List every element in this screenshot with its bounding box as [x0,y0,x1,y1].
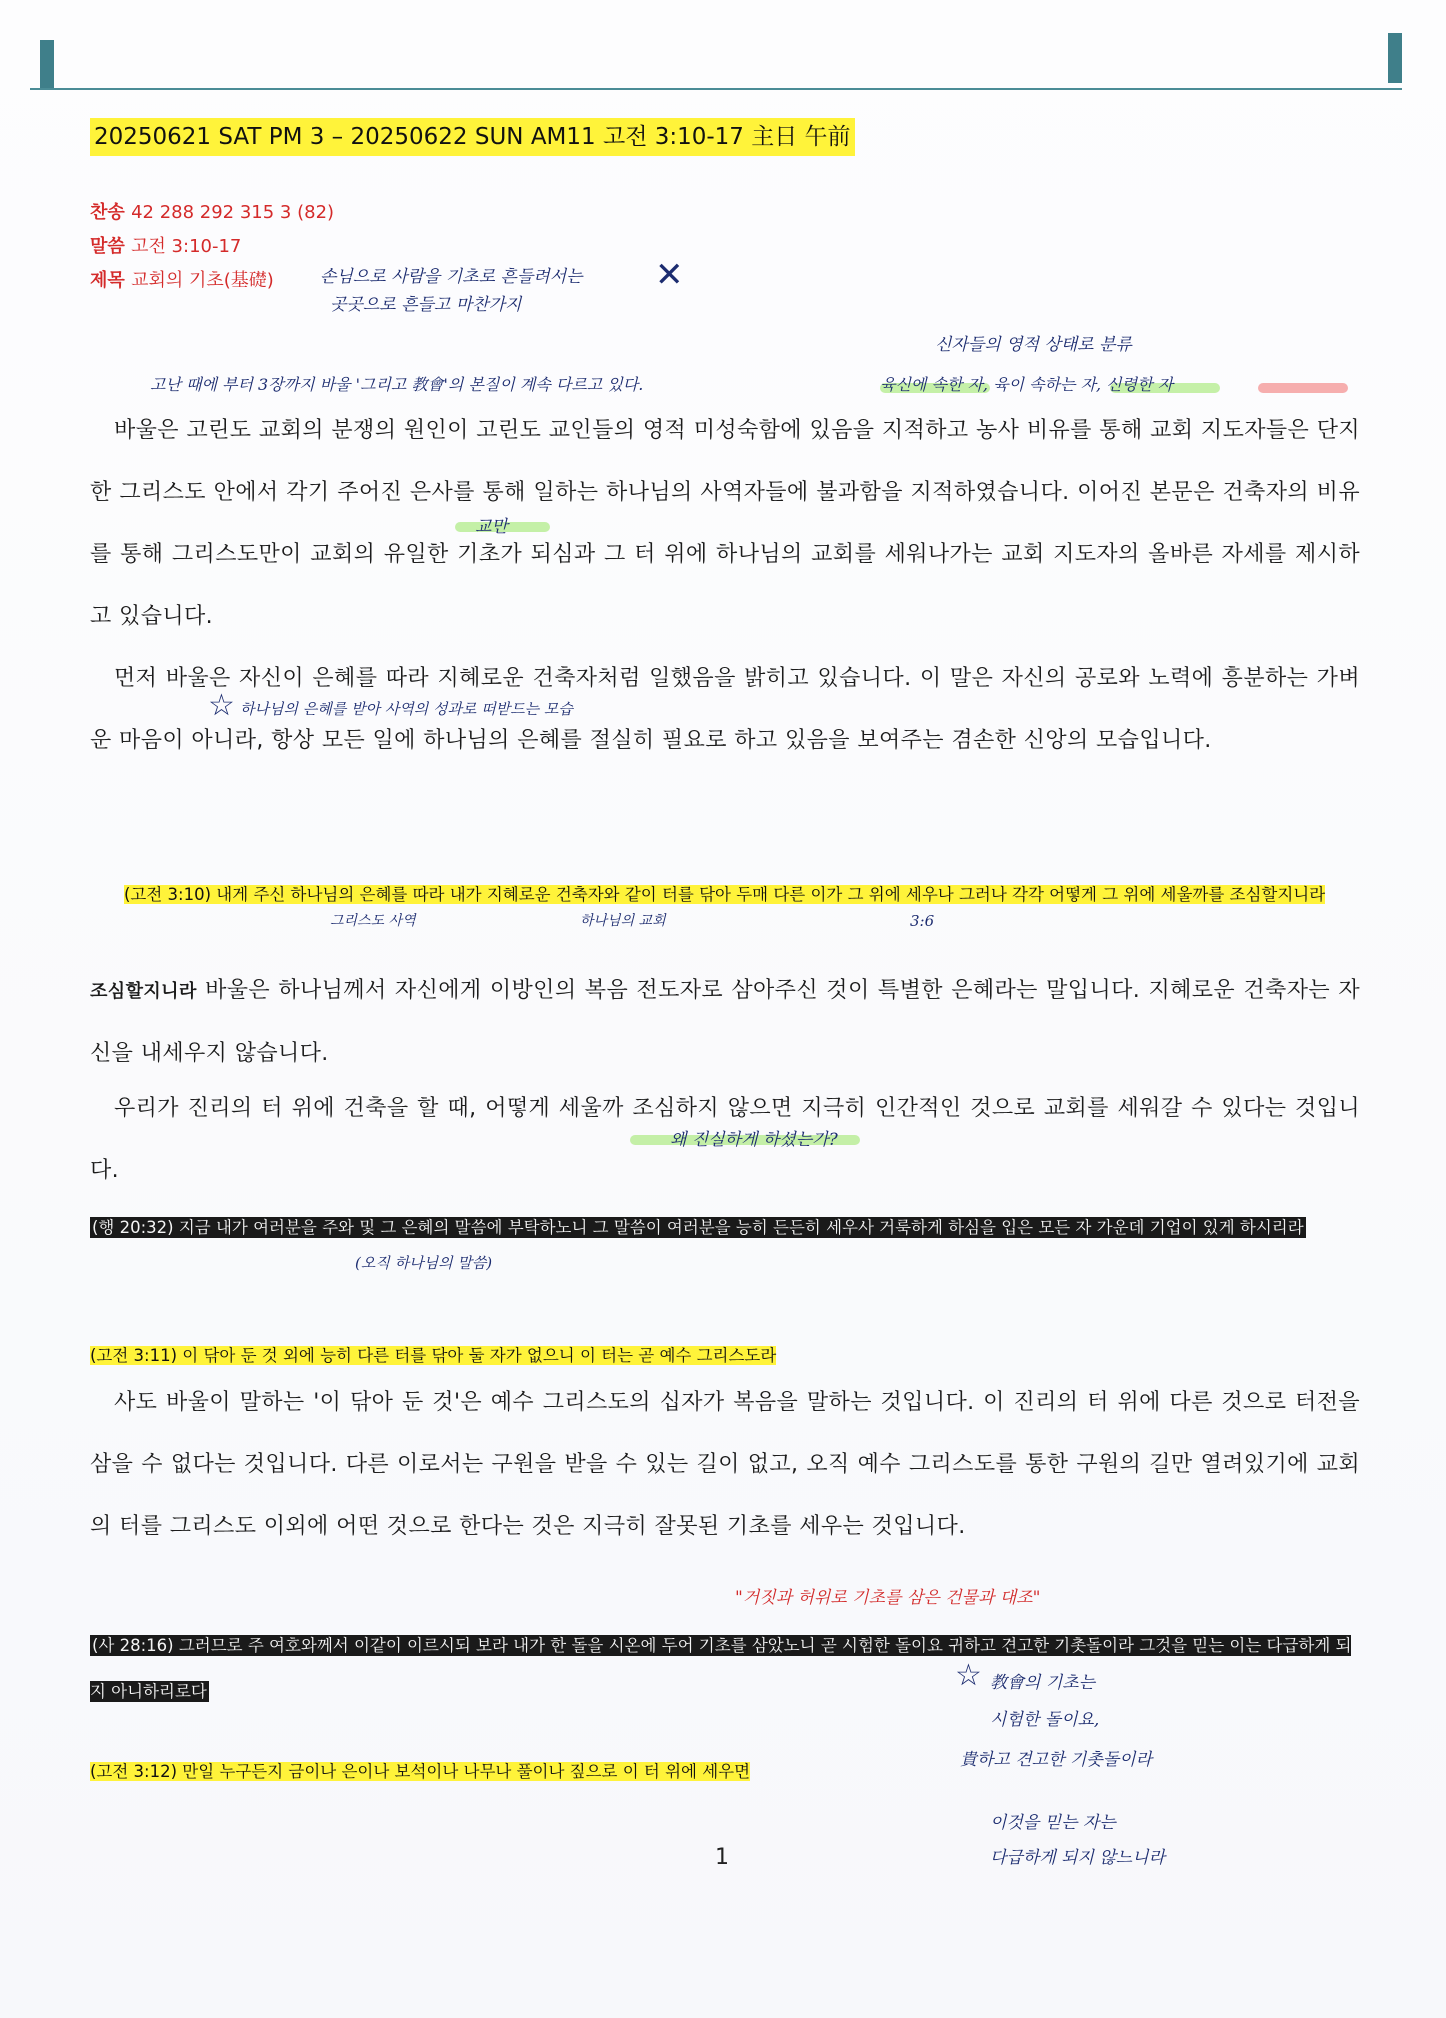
page-number: 1 [715,1845,729,1870]
star-icon: ☆ [208,688,235,723]
page-title: 20250621 SAT PM 3 – 20250622 SUN AM11 고전 3:10-17 主日 午前 [90,118,855,156]
handwritten-note: 貴하고 견고한 기촛돌이라 [960,1750,1153,1770]
title-value: 교회의 기초(基礎) [131,270,274,291]
verse-text: (고전 3:11) 이 닦아 둔 것 외에 능히 다른 터를 닦아 둘 자가 없으니 이 터는 곧 예수 그리스도라 [90,1346,777,1365]
handwritten-note: 다급하게 되지 않느니라 [990,1848,1166,1868]
hymn-line [90,198,334,224]
paragraph-text: 바울은 하나님께서 자신에게 이방인의 복음 전도자로 삼아주신 것이 특별한 은혜라는 말입니다. 지혜로운 건축자는 자신을 내세우지 않습니다. [90,978,1360,1066]
handwritten-note: 3:6 [910,912,935,930]
keyword: 조심할지니라 [90,981,197,1002]
handwritten-note: 육신에 속한 자, 육이 속하는 자, 신령한 자 [880,375,1174,394]
hymn-value: 42 288 292 315 3 (82) [131,202,335,223]
scripture-label: 말씀 [90,236,125,257]
handwritten-note: 그리스도 사역 [330,913,416,929]
handwritten-note: 신자들의 영적 상태로 분류 [935,335,1132,355]
x-mark-icon: ✕ [655,255,684,295]
verse-text: (고전 3:10) 내게 주신 하나님의 은혜를 따라 내가 지혜로운 건축자와 같이 터를 닦아 두매 다른 이가 그 위에 세우나 그러나 각각 어떻게 그 위에 세울까를 조심할지니라 [124,885,1326,904]
title-line [90,266,274,292]
handwritten-note: 教會의 기초는 [990,1673,1096,1693]
hymn-label: 찬송 [90,202,125,223]
handwritten-note: 하나님의 은혜를 받아 사역의 성과로 떠받드는 모습 [240,700,573,718]
verse-text: (행 20:32) 지금 내가 여러분을 주와 및 그 은혜의 말씀에 부탁하노니 그 말씀이 여러분을 능히 든든히 세우사 거룩하게 하심을 입은 모든 자 가운데 기업이 있게 하시리라 [92,1218,1304,1237]
scripture-value: 고전 3:10-17 [131,236,242,257]
handwritten-note: 하나님의 교회 [580,913,666,929]
handwritten-note: 곳곳으로 흔들고 마찬가지 [330,295,522,315]
paragraph: 바울은 고린도 교회의 분쟁의 원인이 고린도 교인들의 영적 미성숙함에 있음을 지적하고 농사 비유를 통해 교회 지도자들은 단지 한 그리스도 안에서 각기 주어진 은사를 통해 일하는 하나님의 사역자들에 불과함을 지적하였습니다. 이어진 본문은 건축자의 비유를 통해 그리스도만이 교회의 유일한 기초가 되심과 그 터 위에 하나님의 교회를 세워나가는 교회 지도자의 올바른 자세를 제시하고 있습니다. [90,418,1360,629]
corner-mark-left [40,40,54,90]
verse-text: (사 28:16) 그러므로 주 여호와께서 이같이 이르시되 보라 내가 한 돌을 시온에 두어 기초를 삼았노니 곧 시험한 돌이요 귀하고 견고한 기촛돌이라 그것을 믿는 이는 다급하게 되지 아니하리로다 [90,1636,1352,1701]
verse-quote [90,1336,1360,1376]
scripture-line [90,232,241,258]
handwritten-note: 교만 [475,517,508,537]
paragraph [90,960,1360,1085]
verse-quote [90,875,1360,915]
handwritten-note: (오직 하나님의 말씀) [355,1254,493,1272]
paragraph: 우리가 진리의 터 위에 건축을 할 때, 어떻게 세울까 조심하지 않으면 지극히 인간적인 것으로 교회를 세워갈 수 있다는 것입니다. [90,1096,1360,1183]
handwritten-note: "거짓과 허위로 기초를 삼은 건물과 대조" [735,1588,1041,1608]
handwritten-note: 손님으로 사람을 기초로 흔들려서는 [320,267,583,287]
verse-quote [90,1205,1360,1251]
corner-mark-right [1388,33,1402,83]
handwritten-note: 왜 진실하게 하셨는가? [670,1130,838,1150]
handwritten-note: 시험한 돌이요, [990,1710,1100,1730]
verse-quote [90,1752,1360,1792]
handwritten-note: 이것을 믿는 자는 [990,1813,1116,1833]
title-label: 제목 [90,270,125,291]
verse-quote [90,1623,1360,1715]
paragraph: 사도 바울이 말하는 '이 닦아 둔 것'은 예수 그리스도의 십자가 복음을 말하는 것입니다. 이 진리의 터 위에 다른 것으로 터전을 삼을 수 없다는 것입니다. 다른 이로서는 구원을 받을 수 있는 길이 없고, 오직 예수 그리스도를 통한 구원의 길만 열려있기에 교회의 터를 그리스도 이외에 어떤 것으로 한다는 것은 지극히 잘못된 기초를 세우는 것입니다. [90,1390,1360,1539]
paragraph: 먼저 바울은 자신이 은혜를 따라 지혜로운 건축자처럼 일했음을 밝히고 있습니다. 이 말은 자신의 공로와 노력에 흥분하는 가벼운 마음이 아니라, 항상 모든 일에 하나님의 은혜를 절실히 필요로 하고 있음을 보여주는 겸손한 신앙의 모습입니다. [90,666,1360,753]
star-icon: ☆ [955,1658,982,1693]
handwritten-note: 고난 때에 부터 3장까지 바울 '그리고 教會'의 본질이 계속 다르고 있다. [150,375,644,394]
verse-text: (고전 3:12) 만일 누구든지 금이나 은이나 보석이나 나무나 풀이나 짚으로 이 터 위에 세우면 [90,1762,751,1781]
top-rule [30,88,1402,90]
highlight-stroke [1258,383,1348,393]
